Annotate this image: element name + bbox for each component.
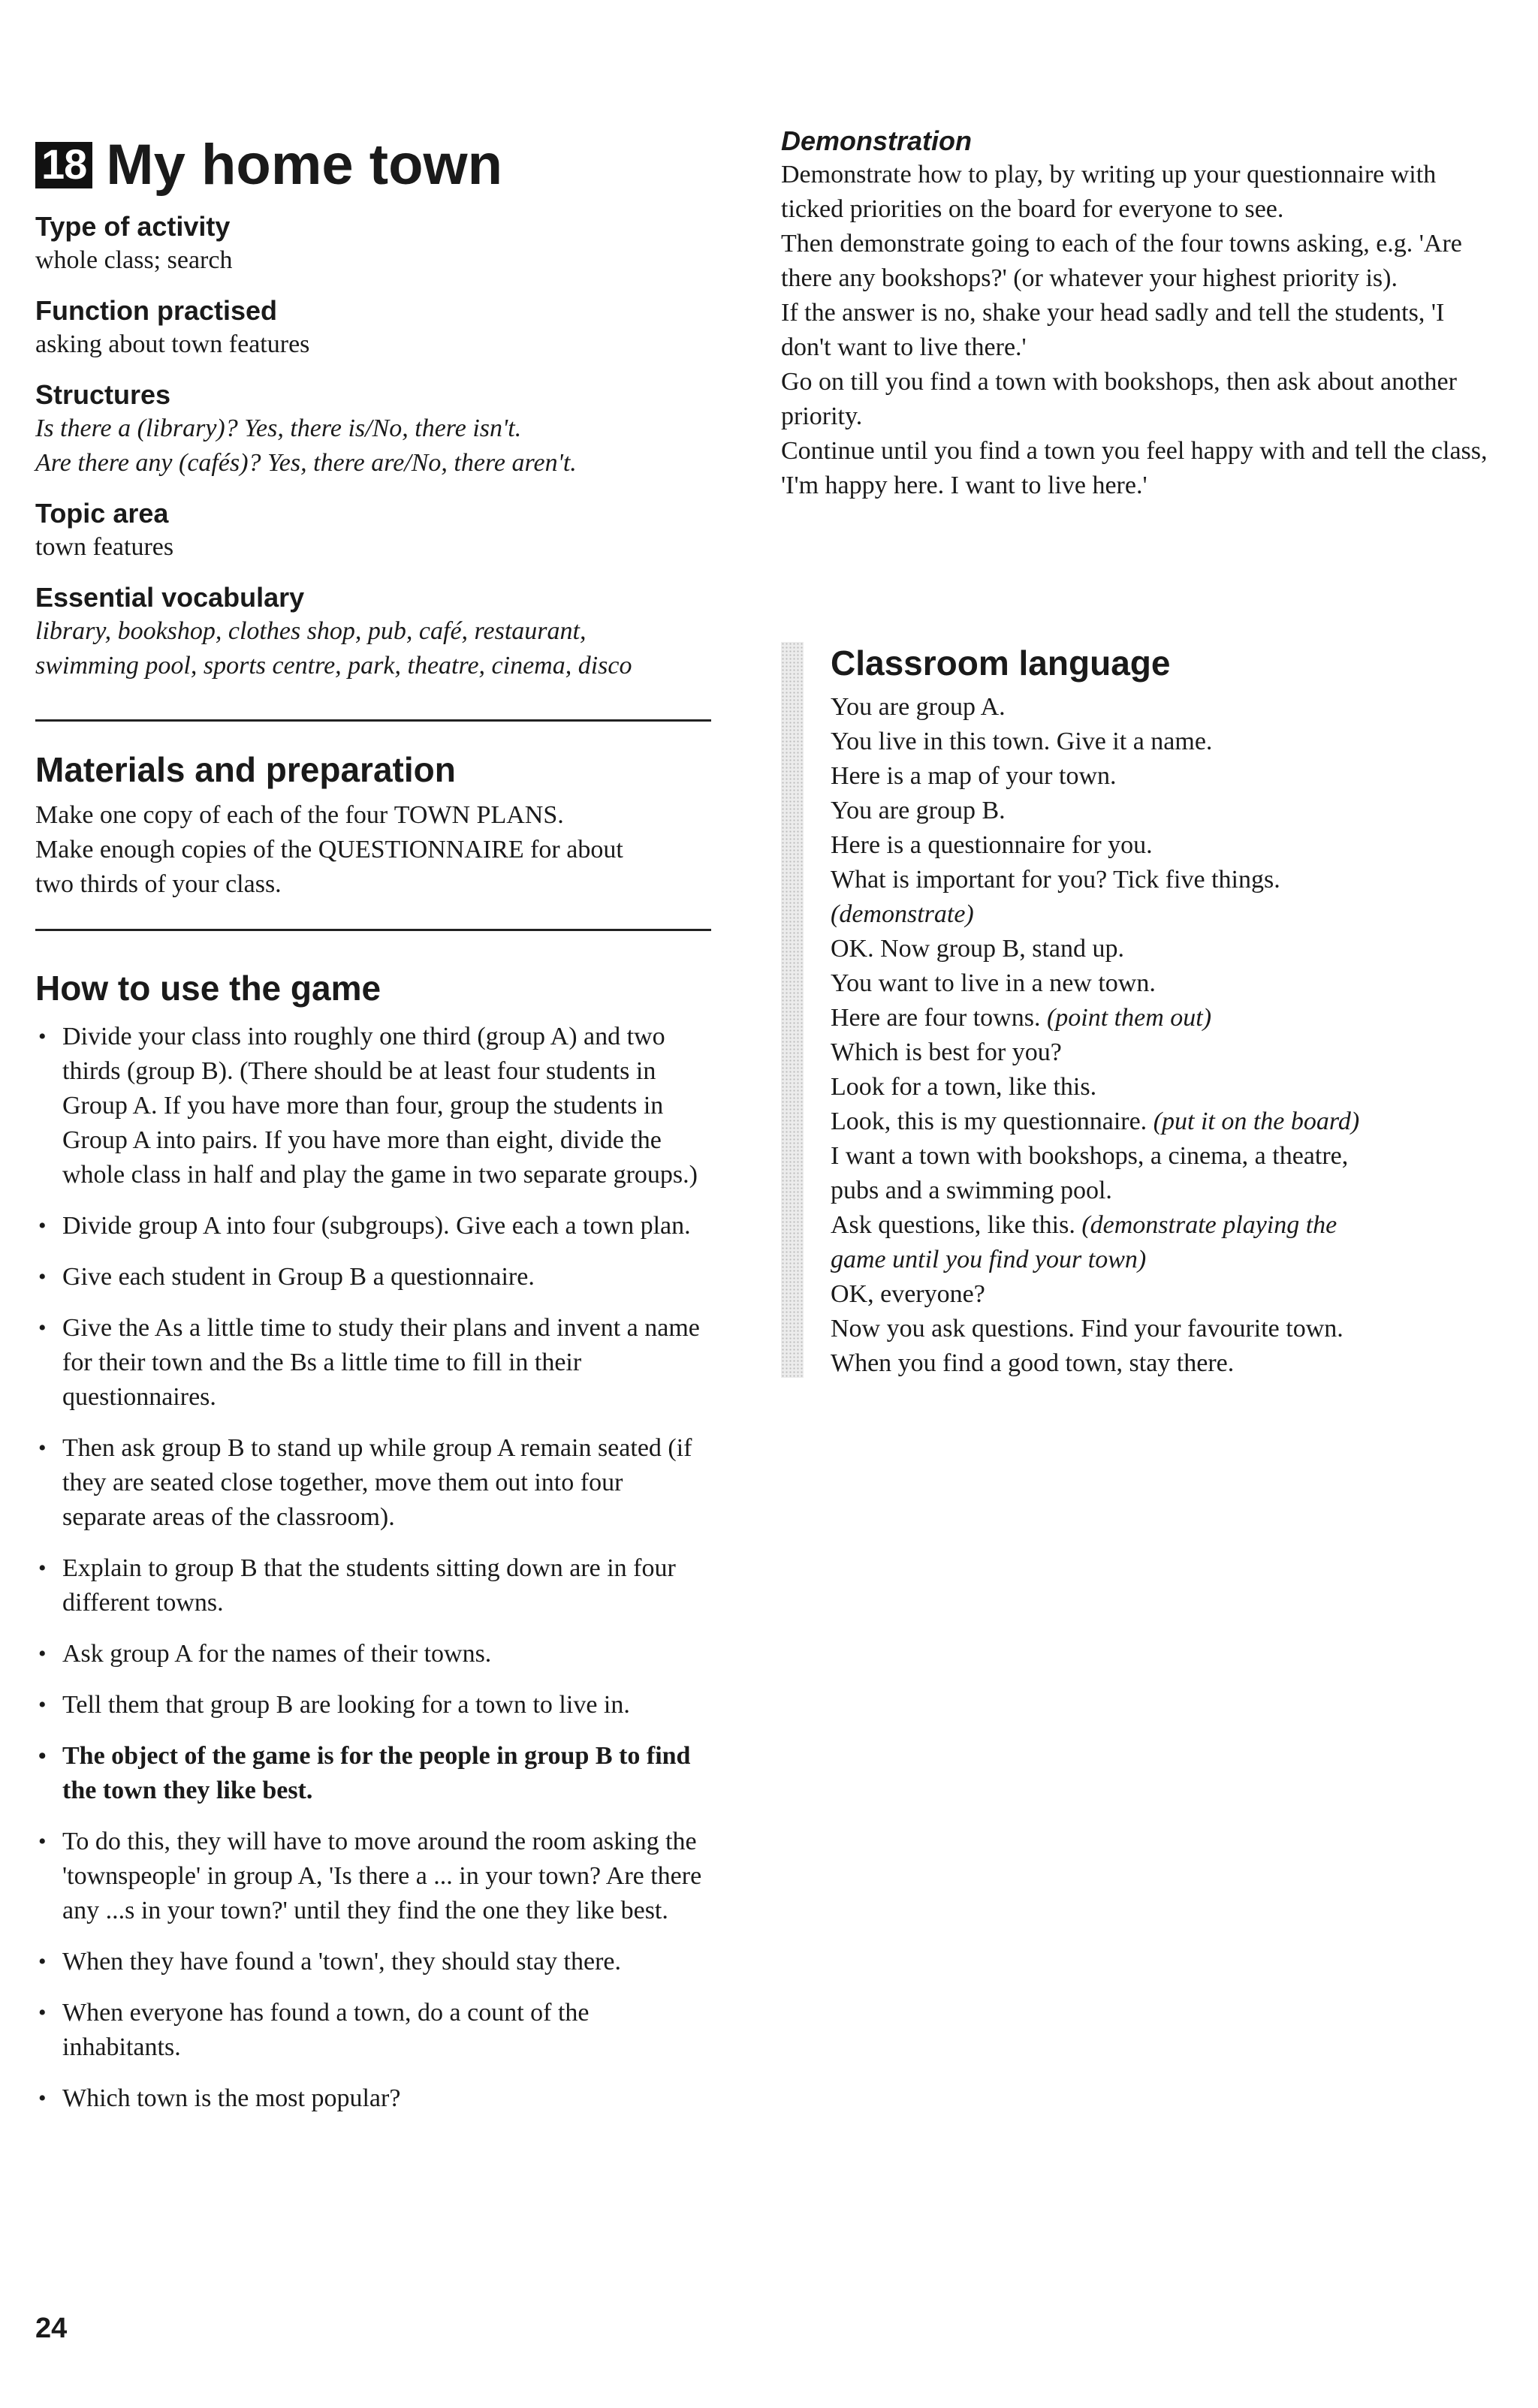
structures-line: Is there a (library)? Yes, there is/No, there isn't.: [35, 414, 522, 442]
how-to-heading: How to use the game: [35, 969, 381, 1008]
function-heading: Function practised: [35, 295, 278, 326]
demonstration-paragraph: Demonstrate how to play, by writing up your questionnaire with ticked priorities on the board for everyone to see.: [781, 161, 1437, 223]
classroom-line: You are group B.: [831, 797, 1006, 824]
classroom-instruction: (put it on the board): [1153, 1108, 1360, 1135]
classroom-line: I want a town with bookshops, a cinema, a theatre,: [831, 1142, 1349, 1170]
demonstration-paragraph: Then demonstrate going to each of the four towns asking, e.g. 'Are there any bookshops?' (or whatever your highest priority is).: [781, 230, 1462, 292]
list-item: • Divide group A into four (subgroups). Give each a town plan.: [35, 1209, 711, 1243]
demonstration-paragraph: Go on till you find a town with bookshops, then ask about another priority.: [781, 368, 1457, 430]
demonstration-paragraph: Continue until you find a town you feel happy with and tell the class, 'I'm happy here. I want to live here.': [781, 437, 1488, 499]
list-item: • When they have found a 'town', they should stay there.: [35, 1945, 711, 1979]
materials-text: [35, 798, 711, 902]
classroom-instruction: (point them out): [1046, 1004, 1212, 1032]
vocab-line: swimming pool, sports centre, park, theatre, cinema, disco: [35, 652, 632, 680]
classroom-instruction: (demonstrate playing the: [1081, 1211, 1337, 1239]
classroom-line: When you find a good town, stay there.: [831, 1349, 1235, 1377]
function-value: asking about town features: [35, 330, 310, 358]
materials-line-1: Make one copy of each of the four TOWN PLANS.: [35, 801, 564, 829]
classroom-line: Ask questions, like this. (demonstrate playing the: [831, 1211, 1337, 1239]
topic-value: town features: [35, 533, 174, 561]
list-item: • Give the As a little time to study their plans and invent a name for their town and the Bs a little time to fill in their questionnaires.: [35, 1311, 711, 1415]
vocab-heading: Essential vocabulary: [35, 582, 305, 613]
list-item: • Ask group A for the names of their towns.: [35, 1637, 711, 1671]
list-item-key-objective: • The object of the game is for the people in group B to find the town they like best.: [35, 1739, 711, 1808]
classroom-line: Here is a map of your town.: [831, 762, 1117, 790]
structures-line: Are there any (cafés)? Yes, there are/No, there aren't.: [35, 449, 577, 477]
classroom-line: What is important for you? Tick five things.: [831, 866, 1280, 894]
vocab-value: [35, 614, 711, 683]
classroom-line: Look, this is my questionnaire. (put it on the board): [831, 1108, 1360, 1135]
list-item: • Divide your class into roughly one third (group A) and two thirds (group B). (There should be at least four students in Group A. If you have more than four, group the students in Group A into pairs. If you have more than eight, divide the whole class in half and play the game in two separate groups.): [35, 1020, 711, 1192]
demonstration-paragraph: If the answer is no, shake your head sadly and tell the students, 'I don't want to live there.': [781, 299, 1445, 361]
list-item: • Which town is the most popular?: [35, 2081, 711, 2116]
title-row: [35, 128, 711, 203]
classroom-line: Here are four towns. (point them out): [831, 1004, 1212, 1032]
page-number: 24: [35, 2313, 68, 2344]
classroom-line: pubs and a swimming pool.: [831, 1177, 1112, 1204]
materials-heading: Materials and preparation: [35, 750, 456, 789]
list-item: • When everyone has found a town, do a count of the inhabitants.: [35, 1996, 711, 2065]
stipple-side-bar: [781, 642, 804, 1378]
structures-value: [35, 411, 711, 481]
how-to-list: [35, 1020, 711, 2116]
type-value: whole class; search: [35, 246, 233, 274]
vocab-line: library, bookshop, clothes shop, pub, café, restaurant,: [35, 617, 587, 645]
list-item: • Give each student in Group B a questionnaire.: [35, 1260, 711, 1294]
list-item: • To do this, they will have to move around the room asking the 'townspeople' in group A, 'Is there a ... in your town? Are there any ...s in your town?' until they find the one they like best.: [35, 1825, 711, 1928]
classroom-line: You live in this town. Give it a name.: [831, 728, 1213, 755]
materials-line-3: two thirds of your class.: [35, 870, 282, 898]
classroom-line: You are group A.: [831, 693, 1006, 721]
classroom-line: Which is best for you?: [831, 1038, 1062, 1066]
classroom-line: Look for a town, like this.: [831, 1073, 1097, 1101]
classroom-line: Now you ask questions. Find your favourite town.: [831, 1315, 1343, 1343]
classroom-line: OK, everyone?: [831, 1280, 985, 1308]
classroom-line: You want to live in a new town.: [831, 969, 1156, 997]
classroom-instruction: game until you find your town): [831, 1246, 1147, 1273]
type-heading: Type of activity: [35, 211, 231, 242]
classroom-heading: Classroom language: [831, 643, 1171, 683]
demonstration-heading: Demonstration: [781, 125, 973, 156]
right-column: [781, 125, 1494, 503]
unit-number-badge: 18: [35, 142, 92, 188]
page-title: My home town: [106, 133, 503, 197]
list-item: • Tell them that group B are looking for a town to live in.: [35, 1688, 711, 1722]
materials-line-2: Make enough copies of the QUESTIONNAIRE for about: [35, 836, 623, 863]
left-column: [35, 128, 711, 2132]
list-item: • Explain to group B that the students sitting down are in four different towns.: [35, 1551, 711, 1620]
classroom-instruction: (demonstrate): [831, 900, 974, 928]
classroom-line: Here is a questionnaire for you.: [831, 831, 1153, 859]
classroom-language-box: [781, 642, 1502, 1381]
structures-heading: Structures: [35, 379, 171, 410]
classroom-line: OK. Now group B, stand up.: [831, 935, 1124, 963]
topic-heading: Topic area: [35, 498, 169, 529]
list-item: • Then ask group B to stand up while group A remain seated (if they are seated close together, move them out into four separate areas of the classroom).: [35, 1431, 711, 1535]
